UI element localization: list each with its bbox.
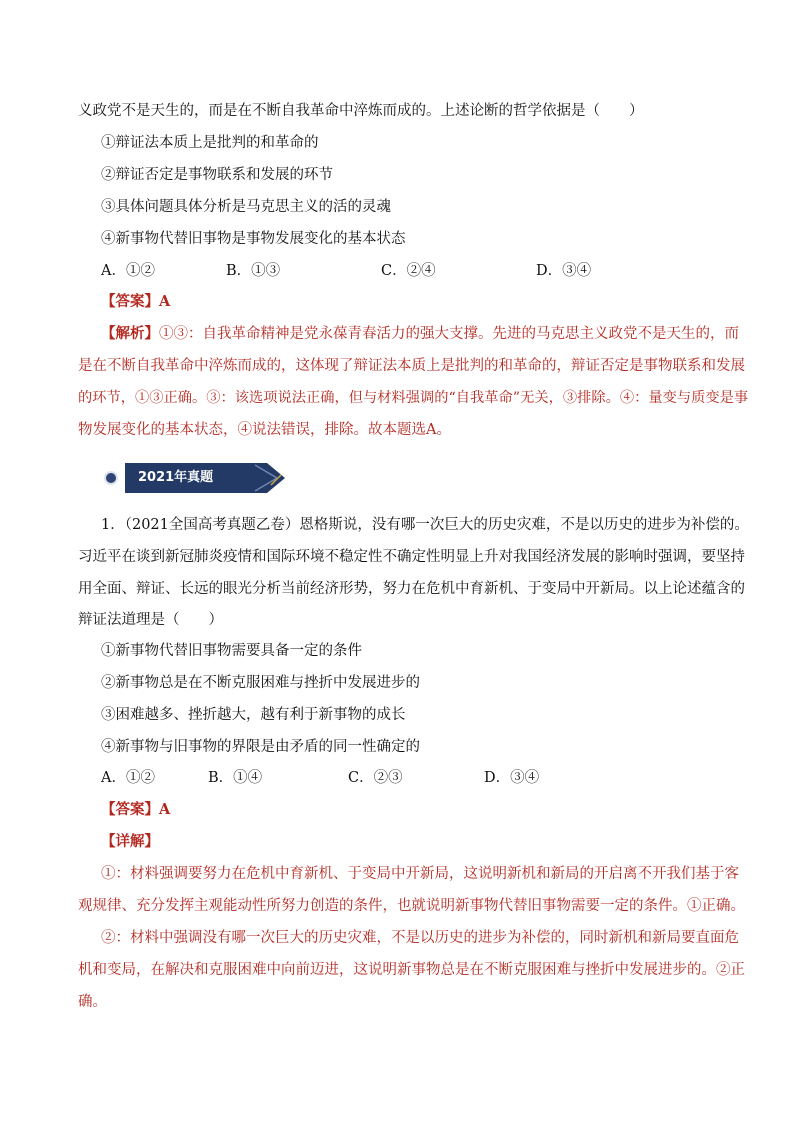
q1-statement-4: ④新事物代替旧事物是事物发展变化的基本状态 [101,231,406,247]
section-bullet-icon [106,473,116,483]
q1-statement-3: ③具体问题具体分析是马克思主义的活的灵魂 [101,199,391,215]
q1-option-c: C．②④ [381,263,436,279]
q2-detail-line-2: 观规律、充分发挥主观能动性所努力创造的条件，也就说明新事物代替旧事物需要一定的条件。①正确。 [78,898,745,914]
q2-stem-line-1: 1．（2021全国高考真题乙卷）恩格斯说，没有哪一次巨大的历史灾难，不是以历史的进步为补偿的。 [101,517,749,533]
q2-statement-2: ②新事物总是在不断克服困难与挫折中发展进步的 [101,675,420,691]
q2-detail-line-4: 机和变局，在解决和克服困难中向前迈进，这说明新事物总是在不断克服困难与挫折中发展进步的。②正 [78,962,745,978]
q2-option-c: C．②③ [348,770,403,786]
q1-statement-1: ①辩证法本质上是批判的和革命的 [101,135,319,151]
q1-analysis-line-1 [101,324,739,344]
q2-detail-line-1: ①：材料强调要努力在危机中育新机、于变局中开新局，这说明新机和新局的开启离不开我们基于客 [101,866,739,882]
q2-detail-line-3: ②：材料中强调没有哪一次巨大的历史灾难，不是以历史的进步为补偿的，同时新机和新局要直面危 [101,930,739,946]
q1-analysis-line-2: 是在不断自我革命中淬炼而成的，这体现了辩证法本质上是批判的和革命的，辩证否定是事物联系和发展 [78,358,745,374]
q2-answer: 【答案】A [101,801,171,818]
q1-option-a: A．①② [101,263,155,279]
q2-statement-4: ④新事物与旧事物的界限是由矛盾的同一性确定的 [101,739,420,755]
q2-option-b: B．①④ [208,770,263,786]
q2-detail-label: 【详解】 [101,833,159,850]
q2-stem-line-2: 习近平在谈到新冠肺炎疫情和国际环境不稳定性不确定性明显上升对我国经济发展的影响时强调，要坚持 [78,549,745,565]
q1-option-d: D．③④ [536,263,592,279]
q1-analysis-text-1: ①③：自我革命精神是党永葆青春活力的强大支撑。先进的马克思主义政党不是天生的，而 [159,326,739,342]
q2-detail-line-5: 确。 [78,994,107,1010]
q1-analysis-line-3: 的环节，①③正确。③：该选项说法正确，但与材料强调的“自我革命”无关，③排除。④：量变与质变是事 [78,390,749,406]
q1-answer: 【答案】A [101,293,171,310]
q2-option-d: D．③④ [484,770,540,786]
q1-option-b: B．①③ [226,263,281,279]
q1-analysis-line-4: 物发展变化的基本状态，④说法错误，排除。故本题选A。 [78,422,451,438]
q2-statement-3: ③困难越多、挫折越大，越有利于新事物的成长 [101,707,406,723]
q2-stem-line-4: 辩证法道理是（ ） [78,612,223,628]
q2-stem-line-3: 用全面、辩证、长远的眼光分析当前经济形势，努力在危机中育新机、于变局中开新局。以上论述蕴含的 [78,581,745,597]
q1-analysis-label: 【解析】 [101,325,159,342]
q2-statement-1: ①新事物代替旧事物需要具备一定的条件 [101,643,362,659]
q2-option-a: A．①② [101,770,155,786]
q1-stem: 义政党不是天生的，而是在不断自我革命中淬炼而成的。上述论断的哲学依据是（ ） [78,103,644,119]
section-title: 2021年真题 [138,470,214,485]
q1-statement-2: ②辩证否定是事物联系和发展的环节 [101,167,333,183]
